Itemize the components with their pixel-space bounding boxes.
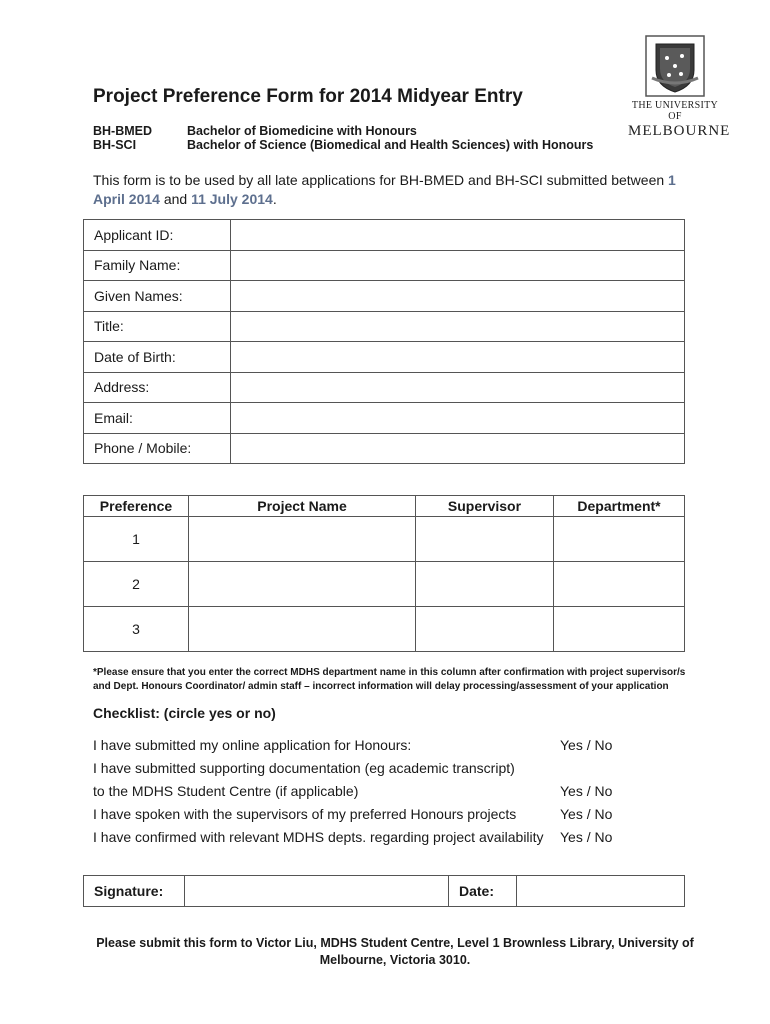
field-label: Family Name:	[84, 250, 231, 281]
table-header-row	[84, 496, 685, 517]
field-label: Title:	[84, 311, 231, 342]
logo-line2: MELBOURNE	[628, 123, 731, 139]
applicant-id-field[interactable]	[231, 220, 685, 251]
preference-number: 2	[84, 562, 189, 607]
column-header-department: Department*	[554, 496, 685, 517]
column-header-project-name: Project Name	[189, 496, 416, 517]
intro-text-end: .	[272, 191, 277, 207]
field-label: Applicant ID:	[84, 220, 231, 251]
submission-instructions: Please submit this form to Victor Liu, MDHS Student Centre, Level 1 Brownless Library, University of Melbourne, Victoria 3010.	[96, 936, 694, 967]
intro-text: This form is to be used by all late applications for BH-BMED and BH-SCI submitted between	[93, 172, 669, 188]
degree-name: Bachelor of Science (Biomedical and Health Sciences) with Honours	[187, 138, 594, 152]
table-row	[84, 607, 685, 652]
field-label: Phone / Mobile:	[84, 433, 231, 464]
intro-date-end: 11 July 2014	[191, 191, 273, 207]
field-label: Given Names:	[84, 281, 231, 312]
address-field[interactable]	[231, 372, 685, 403]
title-field[interactable]	[231, 311, 685, 342]
table-row	[84, 250, 685, 281]
degree-name: Bachelor of Biomedicine with Honours	[187, 124, 417, 138]
project-name-cell[interactable]	[189, 562, 416, 607]
signature-field[interactable]	[185, 876, 449, 907]
degree-code: BH-SCI	[93, 138, 137, 152]
table-row	[84, 372, 685, 403]
supervisor-cell[interactable]	[416, 607, 554, 652]
applicant-details-table	[83, 219, 685, 464]
checklist-item: I have spoken with the supervisors of my preferred Honours projects	[93, 806, 517, 822]
table-row	[84, 403, 685, 434]
project-name-cell[interactable]	[189, 607, 416, 652]
form-title: Project Preference Form for 2014 Midyear Entry	[93, 86, 523, 107]
column-header-preference: Preference	[84, 496, 189, 517]
intro-text-and: and	[159, 191, 192, 207]
email-field[interactable]	[231, 403, 685, 434]
logo-line1: THE UNIVERSITY OF	[631, 100, 719, 122]
checklist-item: to the MDHS Student Centre (if applicable)	[93, 783, 359, 799]
yes-no-option[interactable]: Yes / No	[560, 737, 613, 753]
preference-number: 1	[84, 517, 189, 562]
table-row	[84, 311, 685, 342]
signature-label: Signature:	[84, 876, 185, 907]
department-cell[interactable]	[554, 562, 685, 607]
table-row	[84, 281, 685, 312]
table-row	[84, 562, 685, 607]
table-row	[84, 433, 685, 464]
project-preferences-table	[83, 495, 685, 652]
field-label: Date of Birth:	[84, 342, 231, 373]
yes-no-option[interactable]: Yes / No	[560, 783, 613, 799]
field-label: Address:	[84, 372, 231, 403]
department-cell[interactable]	[554, 517, 685, 562]
date-field[interactable]	[517, 876, 685, 907]
yes-no-option[interactable]: Yes / No	[560, 829, 613, 845]
department-note: *Please ensure that you enter the correct MDHS department name in this column after confirmation with project supervisor/s and Dept. Honours Coordinator/ admin staff – incorrect information will delay processing/assessment of your application	[93, 667, 686, 692]
supervisor-cell[interactable]	[416, 517, 554, 562]
yes-no-option[interactable]: Yes / No	[560, 806, 613, 822]
university-crest-icon	[642, 34, 708, 98]
table-row	[84, 342, 685, 373]
intro-paragraph	[93, 171, 693, 209]
given-names-field[interactable]	[231, 281, 685, 312]
department-cell[interactable]	[554, 607, 685, 652]
column-header-supervisor: Supervisor	[416, 496, 554, 517]
checklist-item: I have confirmed with relevant MDHS depts. regarding project availability	[93, 829, 544, 845]
university-logo	[628, 34, 731, 140]
project-name-cell[interactable]	[189, 517, 416, 562]
checklist-item: I have submitted supporting documentation (eg academic transcript)	[93, 760, 515, 776]
intro-date-start: 1 April 2014	[93, 172, 676, 207]
preference-number: 3	[84, 607, 189, 652]
checklist-item: I have submitted my online application for Honours:	[93, 737, 412, 753]
supervisor-cell[interactable]	[416, 562, 554, 607]
table-row	[84, 517, 685, 562]
field-label: Email:	[84, 403, 231, 434]
degree-code: BH-BMED	[93, 124, 153, 138]
family-name-field[interactable]	[231, 250, 685, 281]
checklist-title: Checklist: (circle yes or no)	[93, 705, 276, 721]
date-of-birth-field[interactable]	[231, 342, 685, 373]
date-label: Date:	[449, 876, 517, 907]
phone-field[interactable]	[231, 433, 685, 464]
table-row	[84, 220, 685, 251]
table-row	[84, 876, 685, 907]
signature-table	[83, 875, 685, 907]
